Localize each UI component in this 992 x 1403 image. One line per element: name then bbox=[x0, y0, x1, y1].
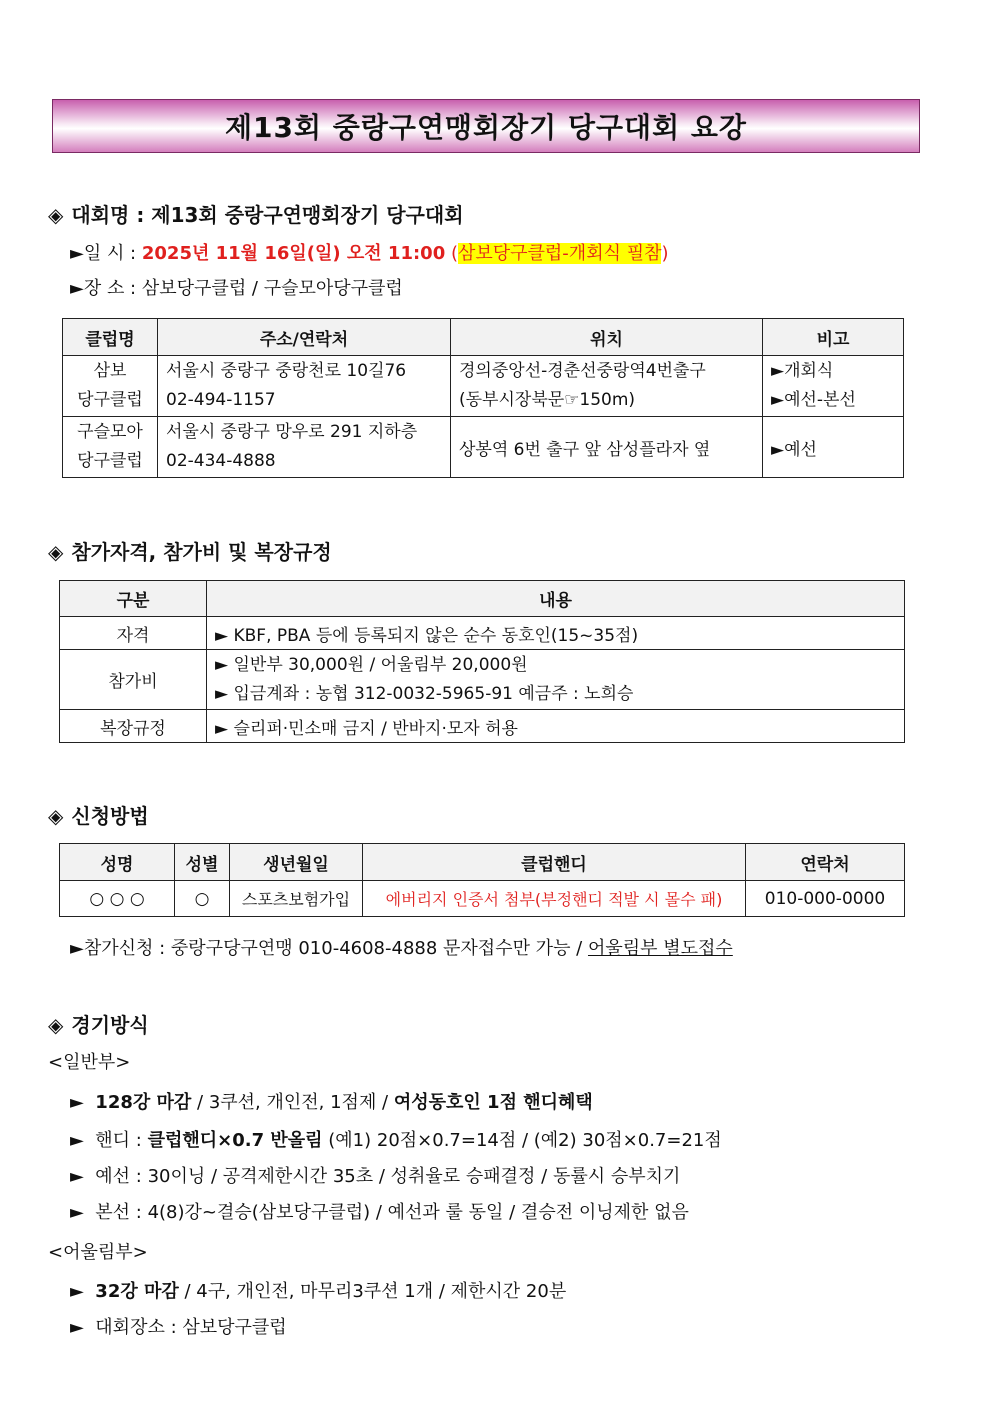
diamond-icon: ◈ bbox=[48, 203, 64, 227]
th-note: 비고 bbox=[763, 319, 904, 356]
apply-table: 성명 성별 생년월일 클럽핸디 연락처 ○ ○ ○ ○ 스포츠보험가입 에버리지 인증서 첨부(부정핸디 적발 시 몰수 패) 010-000-0000 bbox=[59, 843, 905, 917]
list-item: ► 대회장소 : 삼보당구클럽 bbox=[70, 1317, 287, 1338]
list-item: ► 32강 마감 / 4구, 개인전, 마무리3쿠션 1개 / 제한시간 20분 bbox=[70, 1281, 567, 1302]
section-heading-apply: ◈ 신청방법 bbox=[48, 804, 149, 828]
eligibility-table bbox=[59, 580, 905, 743]
date-value: 2025년 11월 16일(일) 오전 11:00 bbox=[141, 243, 446, 264]
diamond-icon: ◈ bbox=[48, 804, 64, 828]
date-note: 삼보당구클럽-개회식 필참 bbox=[457, 243, 662, 264]
th-club: 클럽명 bbox=[63, 319, 158, 356]
section-heading-eligibility: ◈ 참가자격, 참가비 및 복장규정 bbox=[48, 540, 332, 564]
table-row: ○ ○ ○ ○ 스포츠보험가입 에버리지 인증서 첨부(부정핸디 적발 시 몰수 패) 010-000-0000 bbox=[60, 881, 905, 917]
section-heading-event: ◈ 대회명 : 제13회 중랑구연맹회장기 당구대회 bbox=[48, 203, 464, 227]
diamond-icon: ◈ bbox=[48, 540, 64, 564]
mixed-division-label: <어울림부> bbox=[48, 1242, 148, 1263]
arrow-icon: ► bbox=[70, 1202, 84, 1223]
arrow-icon: ► bbox=[70, 1166, 84, 1187]
th-category: 구분 bbox=[60, 581, 207, 617]
list-item: ► 예선 : 30이닝 / 공격제한시간 35초 / 성취율로 승패결정 / 동률시 승부치기 bbox=[70, 1166, 681, 1187]
clubs-table bbox=[62, 318, 904, 478]
th-location: 위치 bbox=[451, 319, 763, 356]
th-content: 내용 bbox=[207, 581, 905, 617]
arrow-icon: ► bbox=[70, 1317, 84, 1338]
arrow-icon: ► bbox=[70, 1092, 84, 1113]
page-title: 제13회 중랑구연맹회장기 당구대회 요강 bbox=[225, 111, 747, 144]
table-row: 복장규정 ► 슬리퍼·민소매 금지 / 반바지·모자 허용 bbox=[60, 710, 905, 743]
general-division-label: <일반부> bbox=[48, 1052, 131, 1073]
list-item: ► 본선 : 4(8)강~결승(삼보당구클럽) / 예선과 룰 동일 / 결승전 이닝제한 없음 bbox=[70, 1202, 689, 1223]
table-row: 구슬모아 당구클럽 서울시 중랑구 망우로 291 지하층 02-434-4888 상봉역 6번 출구 앞 삼성플라자 옆 ►예선 bbox=[63, 417, 904, 478]
arrow-icon: ► bbox=[70, 1281, 84, 1302]
list-item: ► 128강 마감 / 3쿠션, 개인전, 1점제 / 여성동호인 1점 핸디혜택 bbox=[70, 1092, 593, 1113]
arrow-icon: ► bbox=[70, 1130, 84, 1151]
table-row: 참가비 ► 일반부 30,000원 / 어울림부 20,000원 ► 입금계좌 : 농협 312-0032-5965-91 예금주 : 노희승 bbox=[60, 650, 905, 710]
list-item: ► 핸디 : 클럽핸디×0.7 반올림 (예1) 20점×0.7=14점 / (예2) 30점×0.7=21점 bbox=[70, 1130, 722, 1151]
title-banner bbox=[52, 99, 920, 153]
date-line: ►일 시 : 2025년 11월 16일(일) 오전 11:00 (삼보당구클럽-개회식 필참) bbox=[70, 243, 669, 264]
table-row: 자격 ► KBF, PBA 등에 등록되지 않은 순수 동호인(15~35점) bbox=[60, 617, 905, 650]
diamond-icon: ◈ bbox=[48, 1013, 64, 1037]
place-line: ►장 소 : 삼보당구클럽 / 구슬모아당구클럽 bbox=[70, 278, 403, 299]
th-address: 주소/연락처 bbox=[158, 319, 451, 356]
apply-line: ►참가신청 : 중랑구당구연맹 010-4608-4888 문자접수만 가능 / 어울림부 별도접수 bbox=[70, 938, 733, 959]
table-row: 삼보 당구클럽 서울시 중랑구 중랑천로 10길76 02-494-1157 경의중앙선-경춘선중랑역4번출구 (동부시장북문☞150m) ►개회식 ►예선-본선 bbox=[63, 356, 904, 417]
section-heading-format: ◈ 경기방식 bbox=[48, 1013, 149, 1037]
